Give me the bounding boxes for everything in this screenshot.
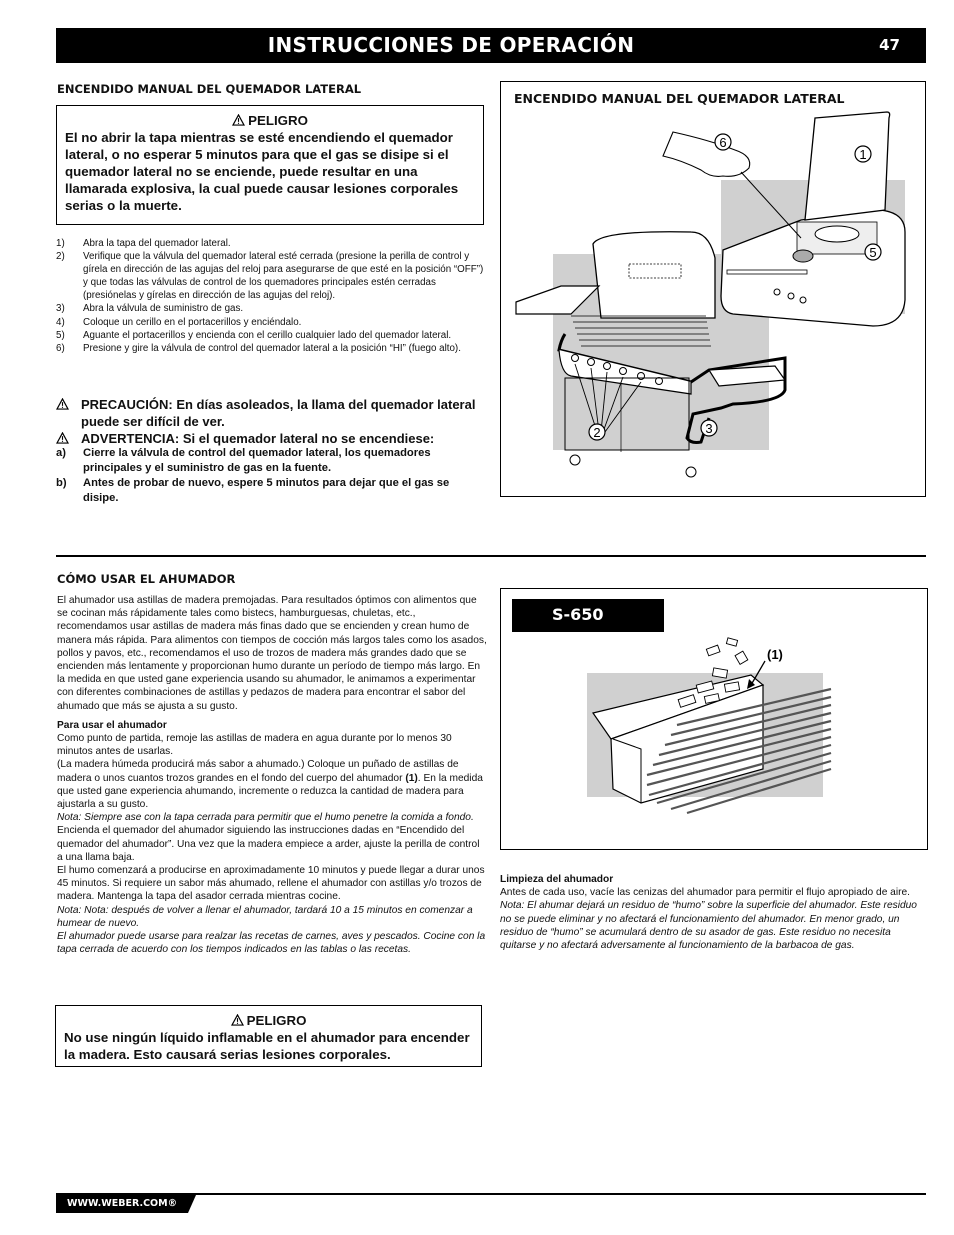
svg-text:3: 3 [705, 421, 713, 436]
usage-note-1: Nota: Siempre ase con la tapa cerrada para permitir que el humo penetre la comida a fondo. [57, 812, 474, 824]
callout-1 [855, 146, 871, 162]
advertencia-sub-steps [56, 446, 484, 506]
page-number: 47 [879, 36, 900, 54]
page-header [56, 28, 926, 63]
usage-paragraph-1: Como punto de partida, remoje las astillas de madera en agua durante por lo menos 30 minutos antes de usarlas. [57, 733, 452, 758]
danger-title-row [65, 112, 475, 129]
side-burner-danger-box [56, 105, 484, 225]
smoker-illustration [501, 589, 927, 849]
danger-title: PELIGRO [248, 113, 308, 128]
warning-triangle-icon [56, 432, 69, 444]
smoker-figure [500, 588, 928, 850]
step-item: 5) Aguante el portacerillos y encienda con el cerillo cualquier lado del quemador lateral. [56, 329, 452, 341]
usage-heading: Para usar el ahumador [57, 719, 167, 731]
cleaning-heading: Limpieza del ahumador [500, 874, 614, 885]
step-item: 4) Coloque un cerillo en el portacerillos y enciéndalo. [56, 316, 302, 328]
advertencia-note [56, 430, 484, 447]
figure-label: ENCENDIDO MANUAL DEL QUEMADOR LATERAL [514, 91, 845, 106]
side-burner-heading: ENCENDIDO MANUAL DEL QUEMADOR LATERAL [57, 82, 362, 96]
callout-2 [589, 424, 605, 440]
side-burner-figure [500, 81, 926, 497]
usage-paragraph-2: (La madera húmeda producirá más sabor a ahumado.) Coloque un puñado de astillas de madera o unos cuantos trozos grandes en el fondo del cuerpo del ahumador (1). En la medida que usted gane experiencia ahumando, incremente o reduzca la cantidad de madera para ajustarla a su gusto. [57, 759, 483, 811]
model-tag: S-650 [512, 599, 664, 632]
step-item: 1) Abra la tapa del quemador lateral. [56, 238, 231, 249]
warning-triangle-icon [231, 1014, 244, 1026]
side-burner-steps [56, 237, 484, 355]
smoker-text-column [57, 594, 487, 956]
sub-step-item: b) Antes de probar de nuevo, espere 5 minutos para dejar que el gas se disipe. [56, 477, 450, 504]
grill-illustration [501, 82, 925, 496]
callout-5 [865, 244, 881, 260]
page-title: INSTRUCCIONES DE OPERACIÓN [267, 33, 635, 57]
step-item: 6) Presione y gire la válvula de control del quemador lateral a la posición “HI” (fuego alto). [56, 342, 461, 354]
smoker-intro: El ahumador usa astillas de madera premojadas. Para resultados óptimos con alimentos que se cocinan más rápidamente tales como bistecs, hamburguesas, chuletas, etc., recomendamos usar astillas de madera más finas dado que se encienden y crean humo de manera más rápida. Para alimentos con tiempos de cocción más largos tales como los asados, pollos y pavos, etc., recomendamos el uso de trozos de madera más grandes dado que se encienden más lentamente y proporcionan humo durante un período de tiempo más largo. En la medida en que usted gane experiencia usando su ahumador, le animamos a experimentar con diferentes combinaciones de astillas y pedazos de madera para encontrar el sabor del ahumado que más se ajusta a su gusto. [57, 595, 487, 712]
danger-text: No use ningún líquido inflamable en el ahumador para encender la madera. Esto causará serias lesiones corporales. [64, 1030, 470, 1062]
caution-note [56, 396, 484, 430]
cleaning-paragraph: Antes de cada uso, vacíe las cenizas del ahumador para permitir el flujo apropiado de aire. [500, 887, 911, 899]
callout-3 [701, 420, 717, 436]
smoker-danger-box [55, 1005, 482, 1067]
warning-triangle-icon [232, 114, 245, 126]
footer-url[interactable]: WWW.WEBER.COM® [67, 1198, 178, 1209]
smoker-callout-1: (1) [767, 647, 783, 662]
cleaning-note: Nota: El ahumar dejará un residuo de “humo” sobre la superficie del ahumador. Este residuo no se puede eliminar y no afectará el funcionamiento del ahumador. En menor grado, un residuo de “humo” se acumulará dentro de su asador de gas. Este residuo no necesita quitarse y no afectará adversamente al funcionamiento de la barbacoa de gas. [500, 900, 917, 952]
usage-paragraph-4: El humo comenzará a producirse en aproximadamente 10 minutos y puede llegar a durar unos 45 minutos. Si requiere un sabor más ahumado, rellene el ahumador con astillas y/o trozos de madera. Mantenga la tapa del asador cerrada mientras cocine. [57, 865, 485, 903]
svg-text:5: 5 [869, 245, 877, 260]
usage-note-3: El ahumador puede usarse para realzar las recetas de carnes, aves y pescados. Cocine con la tapa cerrada de acuerdo con los tiempos indicados en las tablas o las recetas. [57, 931, 486, 956]
section-divider [56, 555, 926, 557]
callout-6 [715, 134, 731, 150]
usage-note-2: Nota: Nota: después de volver a llenar el ahumador, tardará 10 a 15 minutos en comenzar a humear de nuevo. [57, 904, 473, 929]
svg-text:6: 6 [719, 135, 727, 150]
smoker-heading: CÓMO USAR EL AHUMADOR [57, 572, 236, 586]
warning-triangle-icon [56, 398, 69, 410]
danger-title: PELIGRO [246, 1013, 307, 1028]
danger-title-row [64, 1012, 473, 1029]
danger-text: El no abrir la tapa mientras se esté encendiendo el quemador lateral, o no esperar 5 minutos para que el gas se disipe si el quemador lateral no se enciende, puede resultar en una llamarada explosiva, la cual puede causar lesiones corporales serias o la muerte. [65, 130, 459, 213]
svg-text:1: 1 [859, 147, 867, 162]
advertencia-text: ADVERTENCIA: Si el quemador lateral no se encendiese: [81, 431, 435, 446]
usage-paragraph-3: Encienda el quemador del ahumador siguiendo las instrucciones dadas en “Encendido del quemador del ahumador”. Una vez que la madera empiece a arder, ajuste la perilla de control a una llama baja. [57, 825, 480, 863]
caution-text: PRECAUCIÓN: En días asoleados, la llama del quemador lateral puede ser difícil de ver. [81, 397, 476, 429]
step-item: 3) Abra la válvula de suministro de gas. [56, 303, 244, 315]
svg-text:2: 2 [593, 425, 601, 440]
sub-step-item: a) Cierre la válvula de control del quemador lateral, los quemadores principales y el suministro de gas en la fuente. [56, 447, 431, 474]
cleaning-section [500, 873, 928, 952]
step-item: 2) Verifique que la válvula del quemador lateral esté cerrada (presione la perilla de control y gírela en dirección de las agujas del reloj para asegurarse de que esté en la posición “OFF”) y que todas las válvulas de control de los quemadores principales estén cerradas (presiónelas y gírelas en dirección de las agujas del reloj). [56, 251, 484, 302]
